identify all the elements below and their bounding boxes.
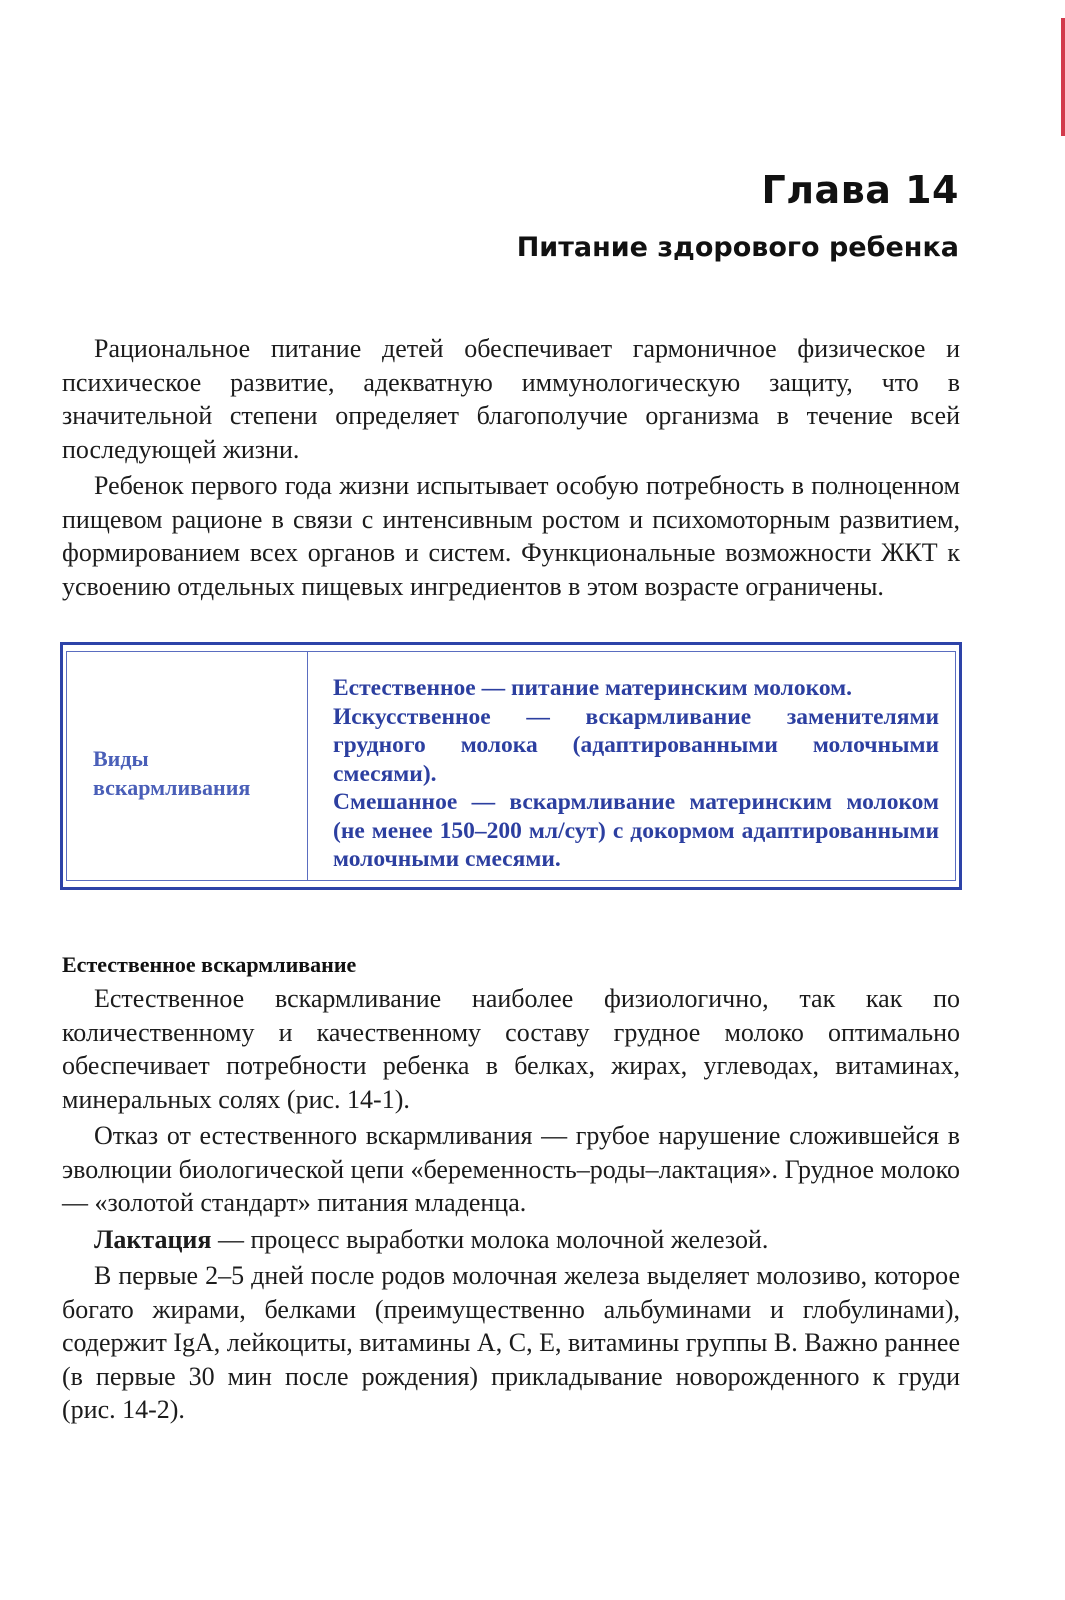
section-paragraph: Естественное вскармливание наиболее физиологично, так как по количественному и качественному составу грудное молоко оптимально обеспечивает потребности ребенка в белках, жирах, углеводах, витаминах, минеральных солях (рис. 14-1). bbox=[62, 984, 960, 1114]
chapter-title: Питание здорового ребенка bbox=[516, 232, 959, 263]
natural-feeding-section bbox=[62, 950, 960, 1427]
feeding-type-mixed: Смешанное — вскармливание материнским молоком (не менее 150–200 мл/сут) с докормом адаптированными молочными смесями. bbox=[333, 789, 939, 872]
colostrum-paragraph: В первые 2–5 дней после родов молочная железа выделяет молозиво, которое богато жирами, белками (преимущественно альбуминами и глобулинами), содержит IgA, лейкоциты, витамины А, С, Е, витамины группы В. Важно раннее (в первые 30 мин после рождения) прикладывание новорожденного к груди (рис. 14-2). bbox=[62, 1261, 960, 1424]
feeding-types-list bbox=[333, 674, 939, 874]
lactation-term: Лактация bbox=[94, 1224, 212, 1254]
chapter-number: Глава 14 bbox=[761, 168, 959, 212]
intro-paragraph: Рациональное питание детей обеспечивает гармоничное физическое и психическое развитие, адекватную иммунологическую защиту, что в значительной степени определяет благополучие организма в течение всей последующей жизни. bbox=[62, 334, 960, 464]
lactation-definition: — процесс выработки молока молочной железой. bbox=[211, 1224, 769, 1254]
feeding-types-box bbox=[60, 642, 962, 890]
feeding-types-divider bbox=[307, 652, 308, 880]
intro-text bbox=[62, 332, 960, 603]
intro-paragraph: Ребенок первого года жизни испытывает особую потребность в полноценном пищевом рационе в связи с интенсивным ростом и психомоторным развитием, формированием всех органов и систем. Функциональные возможности ЖКТ к усвоению отдельных пищевых ингредиентов в этом возрасте ограничены. bbox=[62, 471, 960, 601]
feeding-types-inner-frame bbox=[66, 651, 956, 881]
feeding-types-label: Виды вскармливания bbox=[93, 746, 251, 800]
feeding-type-natural: Естественное — питание материнским молоком. bbox=[333, 675, 853, 701]
page-edge-marker bbox=[1061, 18, 1065, 136]
section-heading: Естественное вскармливание bbox=[62, 952, 357, 977]
lactation-definition-paragraph bbox=[62, 1223, 960, 1257]
section-paragraph: Отказ от естественного вскармливания — грубое нарушение сложившейся в эволюции биологической цепи «беременность–роды–лактация». Грудное молоко — «золотой стандарт» питания младенца. bbox=[62, 1121, 960, 1217]
feeding-type-artificial: Искусственное — вскармливание заменителями грудного молока (адаптированными молочными смесями). bbox=[333, 703, 939, 787]
